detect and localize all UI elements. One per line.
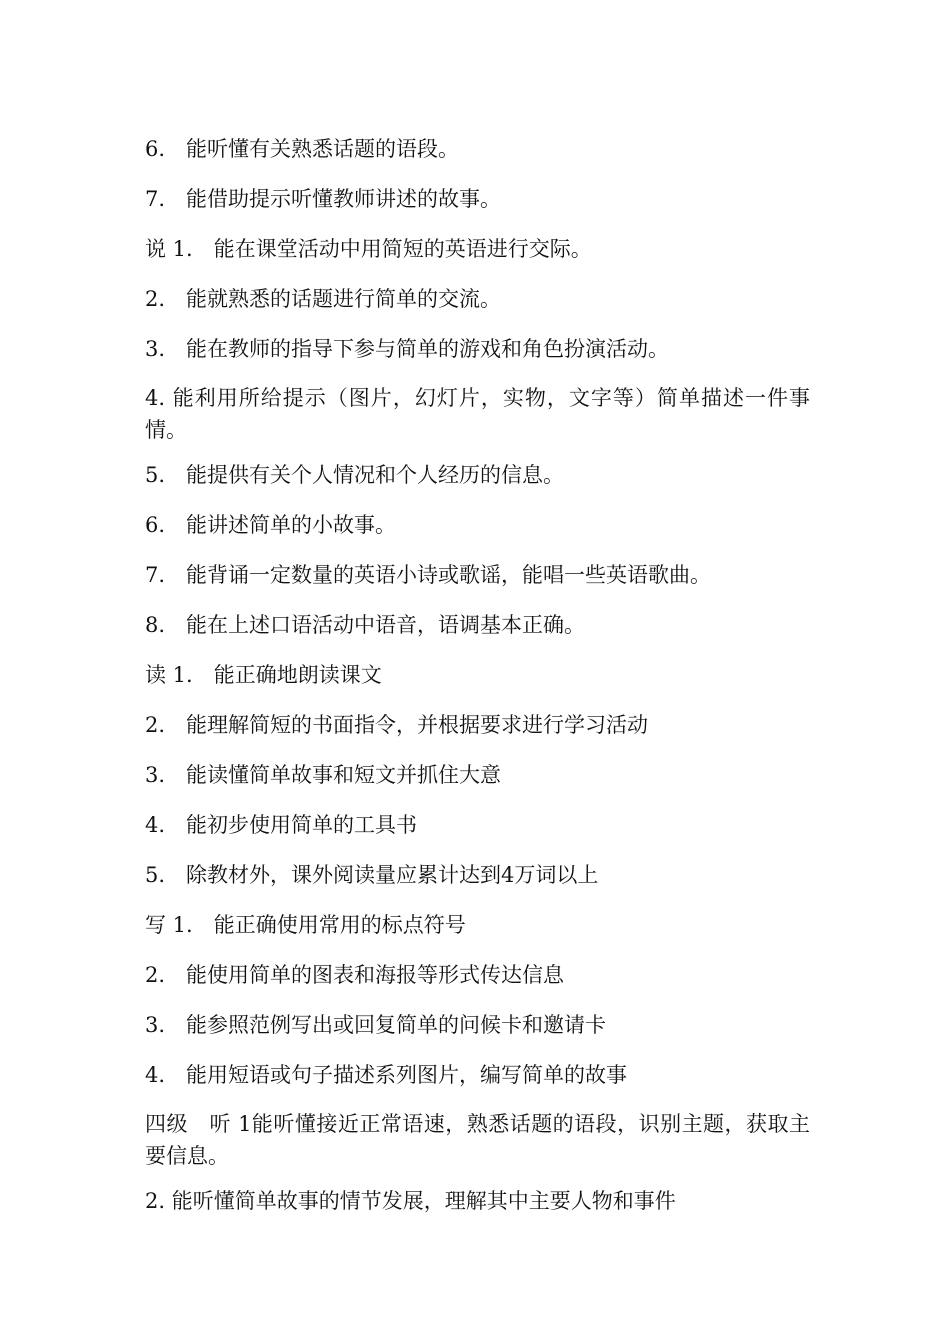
paragraph: 读 1. 能正确地朗读课文 — [145, 663, 382, 687]
document-body — [145, 132, 810, 1234]
paragraph: 6. 能听懂有关熟悉话题的语段。 — [145, 137, 460, 161]
paragraph: 8. 能在上述口语活动中语音，语调基本正确。 — [145, 613, 586, 637]
paragraph: 5. 能提供有关个人情况和个人经历的信息。 — [145, 463, 565, 487]
paragraph: 5. 除教材外，课外阅读量应累计达到4万词以上 — [145, 863, 599, 887]
paragraph: 2. 能听懂简单故事的情节发展，理解其中主要人物和事件 — [145, 1189, 676, 1213]
paragraph: 四级 听 1能听懂接近正常语速，熟悉话题的语段，识别主题，获取主要信息。 — [145, 1112, 810, 1168]
paragraph: 6. 能讲述简单的小故事。 — [145, 513, 397, 537]
paragraph: 4. 能初步使用简单的工具书 — [145, 813, 418, 837]
paragraph: 4. 能利用所给提示（图片，幻灯片，实物，文字等）简单描述一件事情。 — [145, 386, 810, 442]
paragraph: 7. 能借助提示听懂教师讲述的故事。 — [145, 187, 502, 211]
paragraph: 2. 能使用简单的图表和海报等形式传达信息 — [145, 963, 565, 987]
paragraph: 3. 能在教师的指导下参与简单的游戏和角色扮演活动。 — [145, 337, 670, 361]
paragraph: 2. 能理解简短的书面指令，并根据要求进行学习活动 — [145, 713, 649, 737]
paragraph: 4. 能用短语或句子描述系列图片，编写简单的故事 — [145, 1063, 628, 1087]
paragraph: 说 1. 能在课堂活动中用简短的英语进行交际。 — [145, 237, 592, 261]
paragraph: 3. 能参照范例写出或回复简单的问候卡和邀请卡 — [145, 1013, 607, 1037]
paragraph: 2. 能就熟悉的话题进行简单的交流。 — [145, 287, 502, 311]
paragraph: 写 1. 能正确使用常用的标点符号 — [145, 913, 466, 937]
paragraph: 7. 能背诵一定数量的英语小诗或歌谣，能唱一些英语歌曲。 — [145, 563, 712, 587]
paragraph: 3. 能读懂简单故事和短文并抓住大意 — [145, 763, 502, 787]
